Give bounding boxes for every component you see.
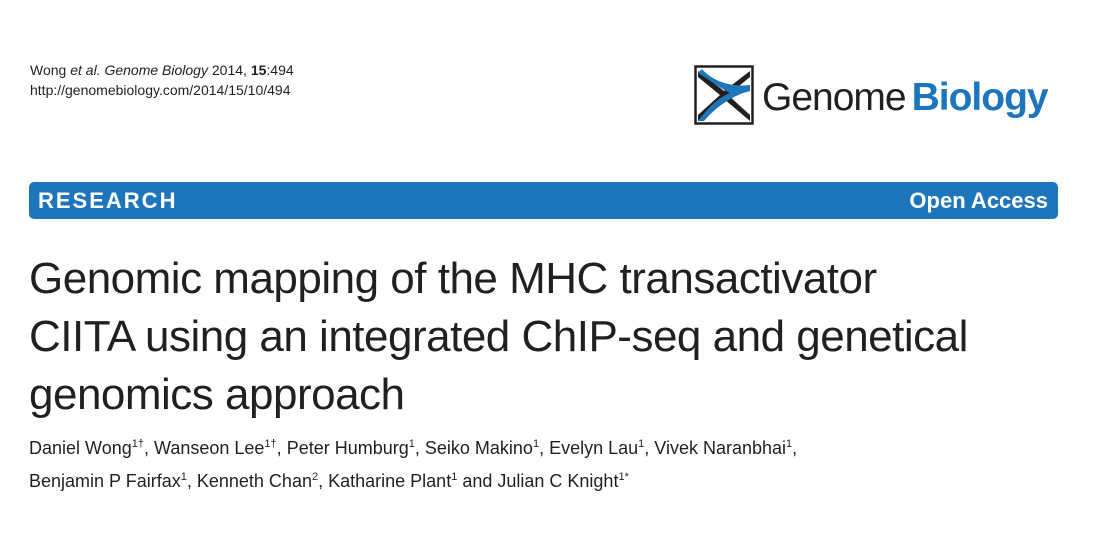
logo-word-biology: Biology <box>911 75 1048 119</box>
article-title <box>29 250 1089 424</box>
author-name: Evelyn Lau <box>549 438 639 458</box>
citation-journal: Genome Biology <box>104 62 208 78</box>
author-separator: , <box>276 438 287 458</box>
citation-authors: Wong <box>30 62 67 78</box>
author-separator: , <box>186 471 197 491</box>
author-affiliation: 1 <box>451 471 458 483</box>
author-name: Daniel Wong <box>29 438 132 458</box>
author-affiliation: 1* <box>618 471 629 483</box>
author-affiliation: 1† <box>131 438 144 450</box>
author-name: Julian C Knight <box>497 471 619 491</box>
author-separator: , <box>318 471 329 491</box>
author-separator: , <box>539 438 550 458</box>
journal-logo <box>694 64 1048 126</box>
author-separator: , <box>792 438 798 458</box>
article-type-label: RESEARCH <box>38 187 178 213</box>
author-separator: , <box>644 438 655 458</box>
author-name: Peter Humburg <box>286 438 409 458</box>
citation-line <box>30 60 294 80</box>
citation-block <box>30 60 294 100</box>
author-affiliation: 1 <box>638 438 645 450</box>
author-name: Vivek Naranbhai <box>654 438 787 458</box>
author-affiliation: 1 <box>408 438 415 450</box>
author-affiliation: 1† <box>264 438 277 450</box>
open-access-label: Open Access <box>909 187 1048 213</box>
title-line-2: CIITA using an integrated ChIP-seq and genetical <box>29 312 968 361</box>
author-line-2 <box>29 465 1089 498</box>
article-type-banner <box>29 182 1058 219</box>
citation-url[interactable]: http://genomebiology.com/2014/15/10/494 <box>30 82 291 98</box>
title-line-3: genomics approach <box>29 370 405 419</box>
citation-etal: et al. <box>70 62 101 78</box>
logo-wordmark <box>762 75 1048 119</box>
author-name: Katharine Plant <box>328 471 452 491</box>
author-affiliation: 1 <box>180 471 187 483</box>
author-affiliation: 1 <box>532 438 540 450</box>
author-separator: and <box>457 471 498 491</box>
author-name: Kenneth Chan <box>196 471 312 491</box>
author-name: Seiko Makino <box>424 438 533 458</box>
author-name: Benjamin P Fairfax <box>29 471 181 491</box>
author-name: Wanseon Lee <box>154 438 265 458</box>
title-line-1: Genomic mapping of the MHC transactivator <box>29 254 877 303</box>
logo-word-genome: Genome <box>762 75 906 119</box>
citation-volume: 15 <box>250 62 267 78</box>
author-affiliation: 1 <box>786 438 793 450</box>
author-affiliation: 2 <box>311 471 319 483</box>
author-line-1 <box>29 432 1089 465</box>
citation-year: 2014, <box>211 62 247 78</box>
author-list <box>29 432 1089 498</box>
citation-page: :494 <box>266 62 294 78</box>
author-separator: , <box>414 438 425 458</box>
author-separator: , <box>143 438 154 458</box>
genome-biology-logo-icon <box>694 65 754 125</box>
